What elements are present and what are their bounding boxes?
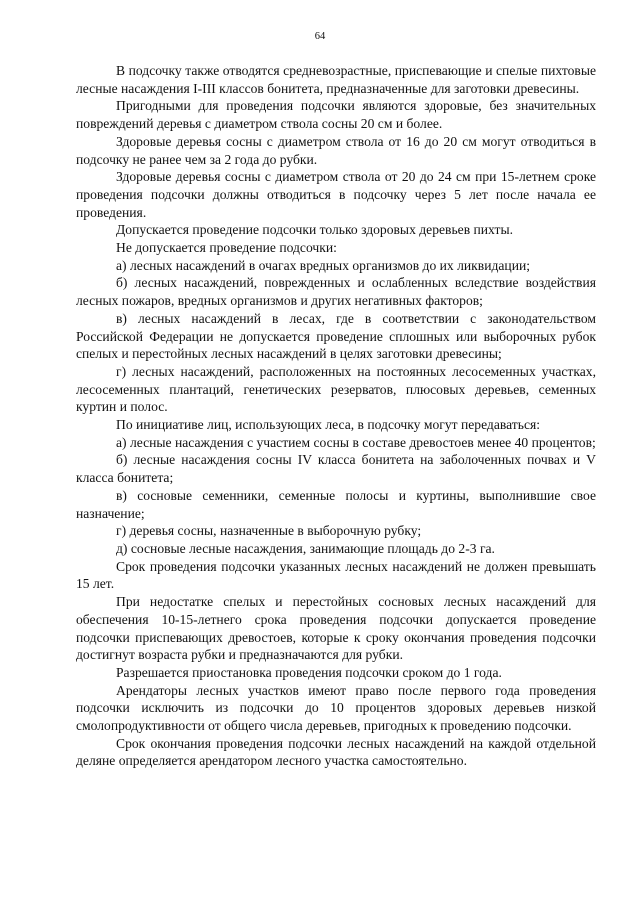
list-item: в) сосновые семенники, семенные полосы и куртины, выполнившие свое назначение; xyxy=(76,487,596,521)
paragraph: Срок окончания проведения подсочки лесных насаждений на каждой отдельной деляне определяется арендатором лесного участка самостоятельно. xyxy=(76,735,596,769)
list-item: а) лесные насаждения с участием сосны в составе древостоев менее 40 процентов; xyxy=(116,434,596,450)
list-item: г) деревья сосны, назначенные в выборочную рубку; xyxy=(116,523,422,539)
document-body xyxy=(76,62,596,770)
paragraph: Здоровые деревья сосны с диаметром ствола от 20 до 24 см при 15-летнем сроке проведения подсочки должны отводиться в подсочку через 5 лет после начала ее проведения. xyxy=(76,169,596,220)
paragraph: Допускается проведение подсочки только здоровых деревьев пихты. xyxy=(116,222,513,238)
paragraph: Здоровые деревья сосны с диаметром ствола от 16 до 20 см могут отводиться в подсочку не ранее чем за 2 года до рубки. xyxy=(76,133,596,167)
list-item: б) лесные насаждения сосны IV класса бонитета на заболоченных почвах и V класса бонитета; xyxy=(76,452,596,486)
list-item: в) лесных насаждений в лесах, где в соответствии с законодательством Российской Федерации не допускается проведение сплошных или выборочных рубок спелых и перестойных лесных насаждений в целях заготовки древесины; xyxy=(76,310,596,362)
paragraph: Арендаторы лесных участков имеют право после первого года проведения подсочки исключить из подсочки до 10 процентов здоровых деревьев низкой смолопродуктивности от общего числа деревьев, пригодных к проведению подсочки. xyxy=(76,682,596,734)
paragraph: При недостатке спелых и перестойных сосновых лесных насаждений для обеспечения 10-15-летнего срока проведения подсочки допускается проведение подсочки приспевающих древостоев, которые к сроку окончания проведения подсочки достигнут возраста рубки и предназначаются для рубки. xyxy=(76,594,596,663)
list-item: а) лесных насаждений в очагах вредных организмов до их ликвидации; xyxy=(116,257,531,273)
page-number: 64 xyxy=(314,31,326,42)
paragraph: Разрешается приостановка проведения подсочки сроком до 1 года. xyxy=(116,664,502,680)
paragraph: Не допускается проведение подсочки: xyxy=(116,240,337,256)
paragraph: По инициативе лиц, использующих леса, в подсочку могут передаваться: xyxy=(116,417,541,433)
paragraph: Срок проведения подсочки указанных лесных насаждений не должен превышать 15 лет. xyxy=(76,558,596,592)
list-item: д) сосновые лесные насаждения, занимающие площадь до 2-3 га. xyxy=(116,540,495,556)
list-item: г) лесных насаждений, расположенных на постоянных лесосеменных участках, лесосеменных плантаций, генетических резерватов, плюсовых деревьев, семенных куртин и полос. xyxy=(76,363,596,415)
paragraph: Пригодными для проведения подсочки являются здоровые, без значительных повреждений деревья с диаметром ствола сосны 20 см и более. xyxy=(76,98,596,132)
list-item: б) лесных насаждений, поврежденных и ослабленных вследствие воздействия лесных пожаров, вредных организмов и других негативных факторов; xyxy=(76,275,596,309)
paragraph: В подсочку также отводятся средневозрастные, приспевающие и спелые пихтовые лесные насаждения I-III классов бонитета, предназначенные для заготовки древесины. xyxy=(76,63,596,96)
